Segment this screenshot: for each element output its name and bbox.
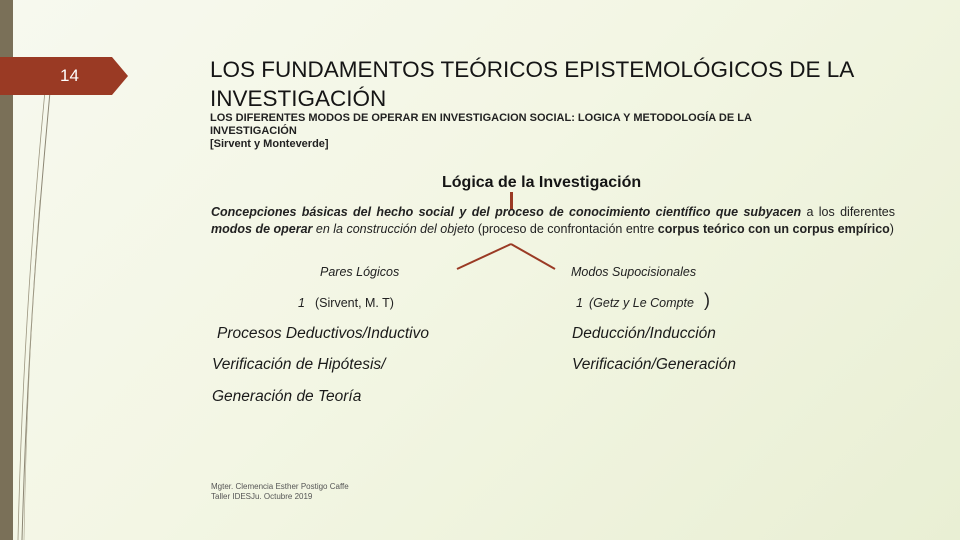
right-item: Deducción/Inducción [572,325,716,342]
paragraph-text: (proceso de confrontación entre [474,222,658,236]
concept-paragraph [211,204,895,238]
right-ref-close: ) [704,290,710,310]
left-item: Generación de Teoría [212,388,362,405]
right-ref-number: 1 [576,296,583,310]
subtitle-line: LOS DIFERENTES MODOS DE OPERAR EN INVESTIGACION SOCIAL: LOGICA Y METODOLOGÍA DE LA [210,112,752,124]
right-ref-text: (Getz y Le Compte [589,296,694,310]
left-ref-number: 1 [298,296,305,310]
right-label: Modos Supocisionales [571,265,697,279]
paragraph-emphasis: modos de operar [211,222,313,236]
footer-event: Taller IDESJu. Octubre 2019 [211,492,313,501]
footer-author: Mgter. Clemencia Esther Postigo Caffe [211,482,349,491]
left-item: Procesos Deductivos/Inductivo [217,325,429,342]
footer [211,482,349,502]
left-item: Verificación de Hipótesis/ [212,356,386,373]
subtitle-line: INVESTIGACIÓN [210,125,297,137]
right-item: Verificación/Generación [572,356,736,373]
paragraph-text: ) [889,222,894,236]
paragraph-text: a los diferentes [801,205,895,219]
paragraph-bold: corpus teórico con un corpus empírico [657,222,890,236]
paragraph-emphasis: Concepciones básicas del hecho social y del proceso de conocimiento científico que subyacen [211,205,802,219]
left-ref-text: (Sirvent, M. T) [315,296,394,310]
subtitle-authors: [Sirvent y Monteverde] [210,138,329,150]
slide-number: 14 [60,66,79,85]
slide-subtitle [210,112,910,151]
paragraph-italic: en la construcción del objeto [312,222,475,236]
left-label: Pares Lógicos [320,265,400,279]
slide-title: LOS FUNDAMENTOS TEÓRICOS EPISTEMOLÓGICOS DE LA INVESTIGACIÓN [210,57,854,111]
center-heading: Lógica de la Investigación [442,174,642,191]
